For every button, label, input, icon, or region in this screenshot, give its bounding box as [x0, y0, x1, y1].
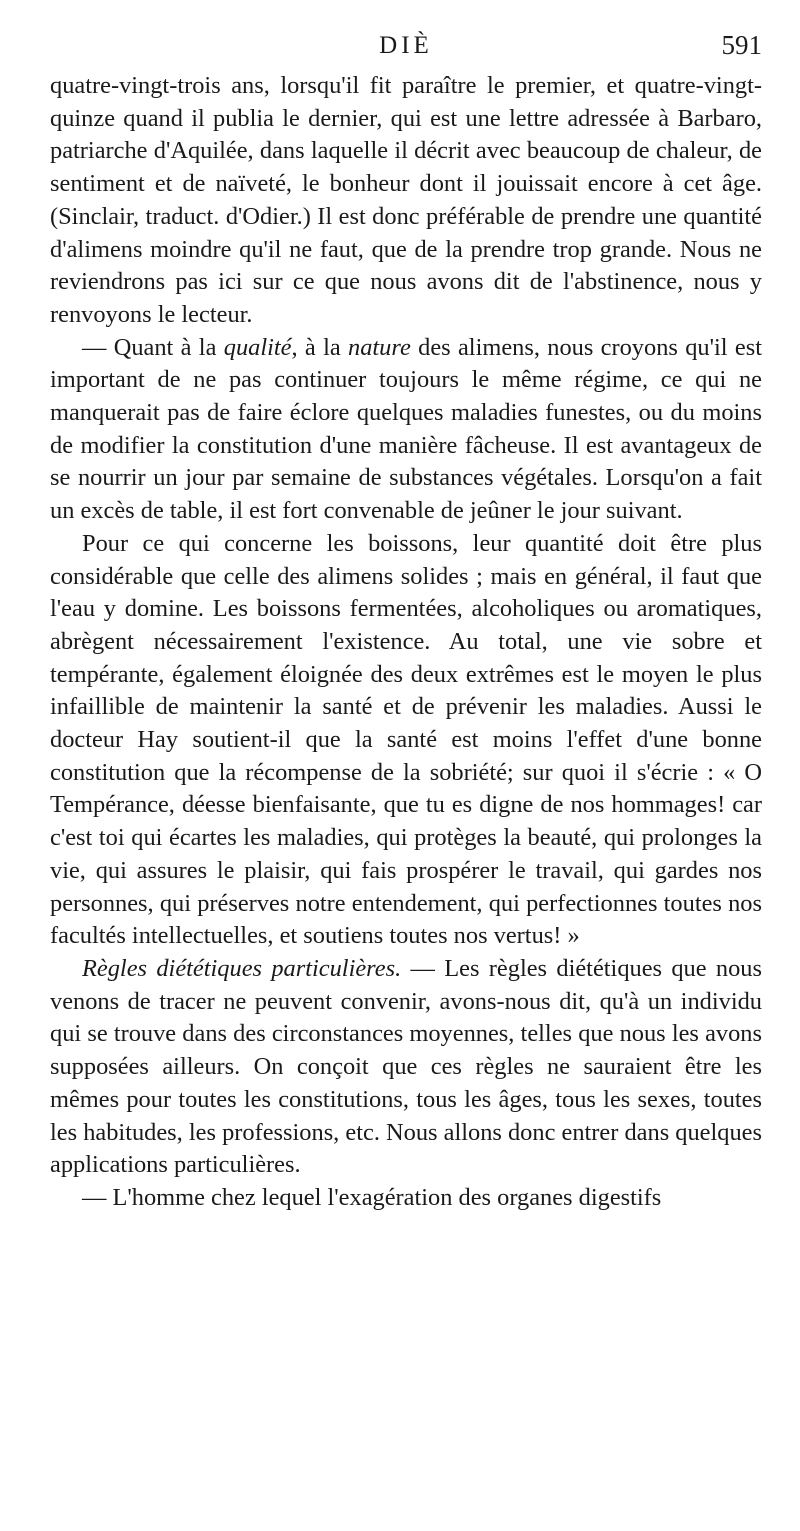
- section-heading: Règles diététiques particulières.: [82, 954, 402, 982]
- page: [50, 30, 762, 1215]
- page-number: 591: [721, 30, 762, 60]
- paragraph-5-text: — L'homme chez lequel l'exagération des organes digestifs: [82, 1183, 662, 1211]
- paragraph-3-text: Pour ce qui concerne les boissons, leur quantité doit être plus considérable que celle des alimens solides ; mais en général, il faut que l'eau y domine. Les boissons fermentées, alcoholiques ou aromatiques, abrègent nécessairement l'existence. Au total, une vie sobre et tempérante, également éloignée des deux extrêmes est le moyen le plus infaillible de maintenir la santé et de prévenir les maladies. Aussi le docteur Hay soutient-il que la santé est moins l'effet d'une bonne constitution que la récompense de la sobriété; sur quoi il s'écrie : « O Tempérance, déesse bienfaisante, que tu es digne de nos hommages! car c'est toi qui écartes les maladies, qui protèges la beauté, qui prolonges la vie, qui assures le plaisir, qui fais prospérer le travail, qui gardes nos personnes, qui préserves notre entendement, qui perfectionnes toutes nos facultés intellectuelles, et soutiens toutes nos vertus! »: [50, 529, 762, 950]
- paragraph-2-lead: — Quant à la: [82, 333, 224, 361]
- paragraph-2-emphasis-nature: nature: [348, 333, 411, 361]
- running-title: DIÈ: [379, 32, 433, 59]
- paragraph-3: [50, 528, 762, 953]
- paragraph-2: [50, 332, 762, 528]
- paragraph-2-text: des alimens, nous croyons qu'il est important de ne pas continuer toujours le même régime, ce qui ne manquerait pas de faire éclore quelques maladies funestes, ou du moins de modifier la constitution d'une manière fâcheuse. Il est avantageux de se nourrir un jour par semaine de substances végétales. Lorsqu'on a fait un excès de table, il est fort convenable de jeûner le jour suivant.: [50, 333, 762, 525]
- paragraph-2-emphasis-quality: qualité: [223, 333, 292, 361]
- page-body: [50, 70, 762, 1215]
- paragraph-2-mid: , à la: [291, 333, 349, 361]
- paragraph-5: [50, 1182, 762, 1215]
- paragraph-4-text: — Les règles diététiques que nous venons de tracer ne peuvent convenir, avons-nous dit, qu'à un individu qui se trouve dans des circonstances moyennes, telles que nous les avons supposées ailleurs. On conçoit que ces règles ne sauraient être les mêmes pour toutes les constitutions, tous les âges, tous les sexes, toutes les habitudes, les professions, etc. Nous allons donc entrer dans quelques applications particulières.: [50, 954, 762, 1179]
- page-header: [50, 30, 762, 70]
- paragraph-1: [50, 70, 762, 332]
- paragraph-4: [50, 953, 762, 1182]
- paragraph-1-text: quatre-vingt-trois ans, lorsqu'il fit paraître le premier, et quatre-vingt-quinze quand il publia le dernier, qui est une lettre adressée à Barbaro, patriarche d'Aquilée, dans laquelle il décrit avec beaucoup de chaleur, de sentiment et de naïveté, le bonheur dont il jouissait encore à cet âge. (Sinclair, traduct. d'Odier.) Il est donc préférable de prendre une quantité d'alimens moindre qu'il ne faut, que de la prendre trop grande. Nous ne reviendrons pas ici sur ce que nous avons dit de l'abstinence, nous y renvoyons le lecteur.: [50, 72, 762, 328]
